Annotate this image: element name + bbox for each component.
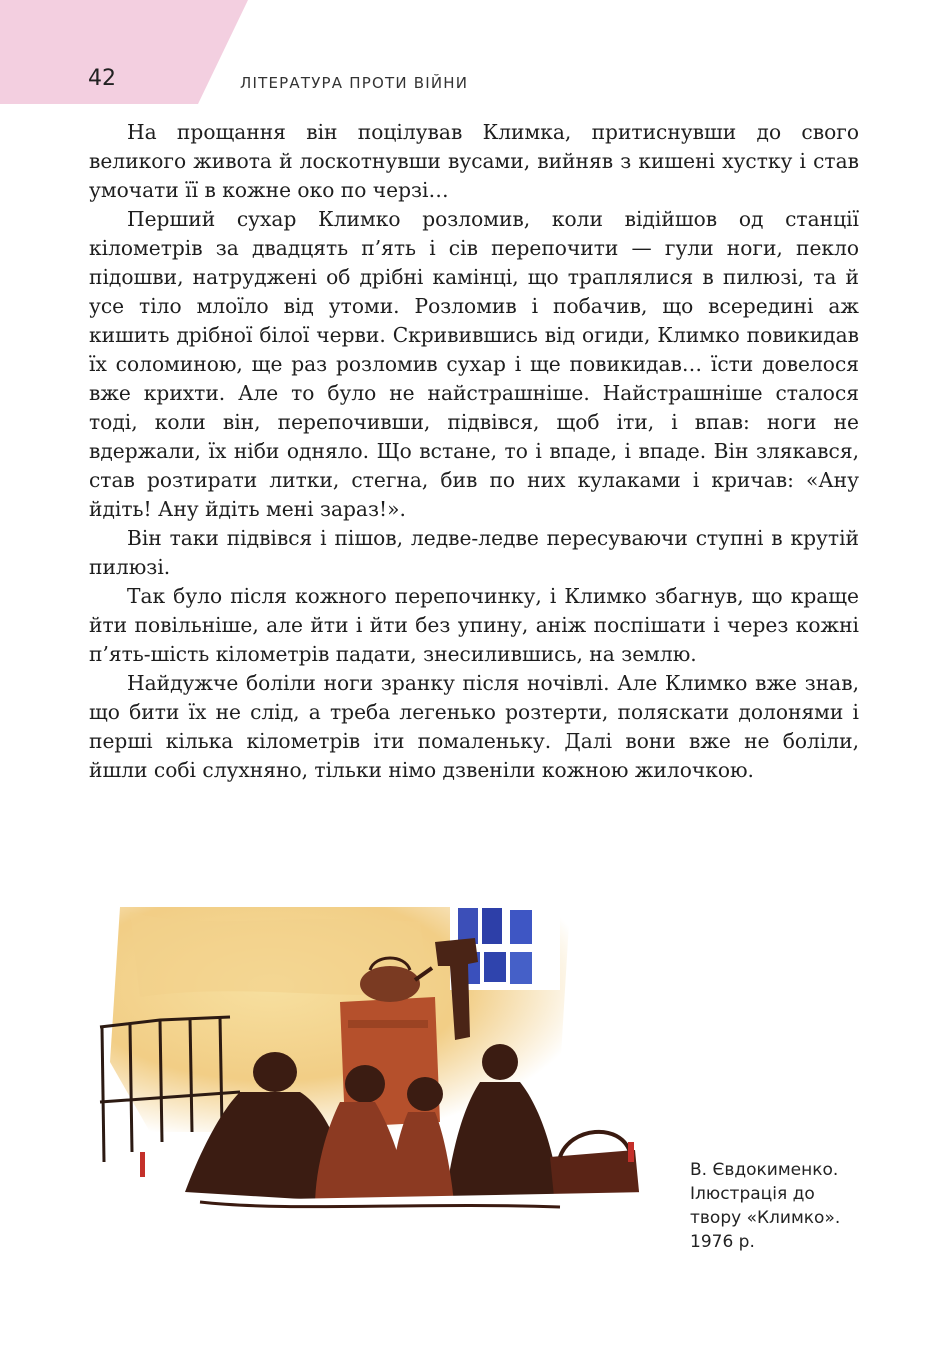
caption-line: твору «Климко». xyxy=(690,1208,841,1228)
page-number: 42 xyxy=(88,66,116,91)
paragraph: Він таки підвівся і пішов, ледве-ледве пересуваючи ступні в крутій пилюзі. xyxy=(89,526,859,579)
caption-year: 1976 р. xyxy=(690,1232,755,1252)
illustration-caption xyxy=(690,1158,890,1254)
paragraph: На прощання він поцілував Климка, притиснувши до свого великого живота й лоскотнувши вусами, вийняв з кишені хустку і став умочати її в кожне око по черзі… xyxy=(89,120,859,202)
caption-author: В. Євдокименко. xyxy=(690,1160,839,1180)
header-accent-tab xyxy=(0,0,941,104)
paragraph: Найдужче боліли ноги зранку після ночівлі. Але Климко вже знав, що бити їх не слід, а треба легенько розтерти, поляскати долонями і перші кілька кілометрів іти помаленьку. Далі вони вже не боліли, йшли собі слухняно, тільки німо дзвеніли кожною жилочкою. xyxy=(89,671,859,782)
story-text xyxy=(89,118,859,785)
paragraph: Перший сухар Климко розломив, коли відійшов од станції кілометрів за двадцять п’ять і сів перепочити — гули ноги, пекло підошви, натруджені об дрібні камінці, що траплялися в пилюзі, та й усе тіло млоїло від утоми. Розломив і побачив, що всередині аж кишить дрібної білої черви. Скривившись від огиди, Климко повикидав їх соломиною, ще раз розломив сухар і ще повикидав… їсти довелося вже крихти. Але то було не найстрашніше. Найстрашніше сталося тоді, коли він, перепочивши, підвівся, щоб іти, і впав: ноги не вдержали, їх ніби одняло. Що встане, то і впаде, і впаде. Він злякався, став розтирати литки, стегна, бив по них кулаками і кричав: «Ану йдіть! Ану йдіть мені зараз!». xyxy=(89,207,859,521)
illustration-klymko xyxy=(90,902,660,1246)
paragraph: Так було після кожного перепочинку, і Климко збагнув, що краще йти повільніше, але йти і йти без упину, аніж поспішати і через кожні п’ять-шість кілометрів падати, знесилившись, на землю. xyxy=(89,584,859,666)
running-title: ЛІТЕРАТУРА ПРОТИ ВІЙНИ xyxy=(240,74,469,92)
caption-line: Ілюстрація до xyxy=(690,1184,815,1204)
